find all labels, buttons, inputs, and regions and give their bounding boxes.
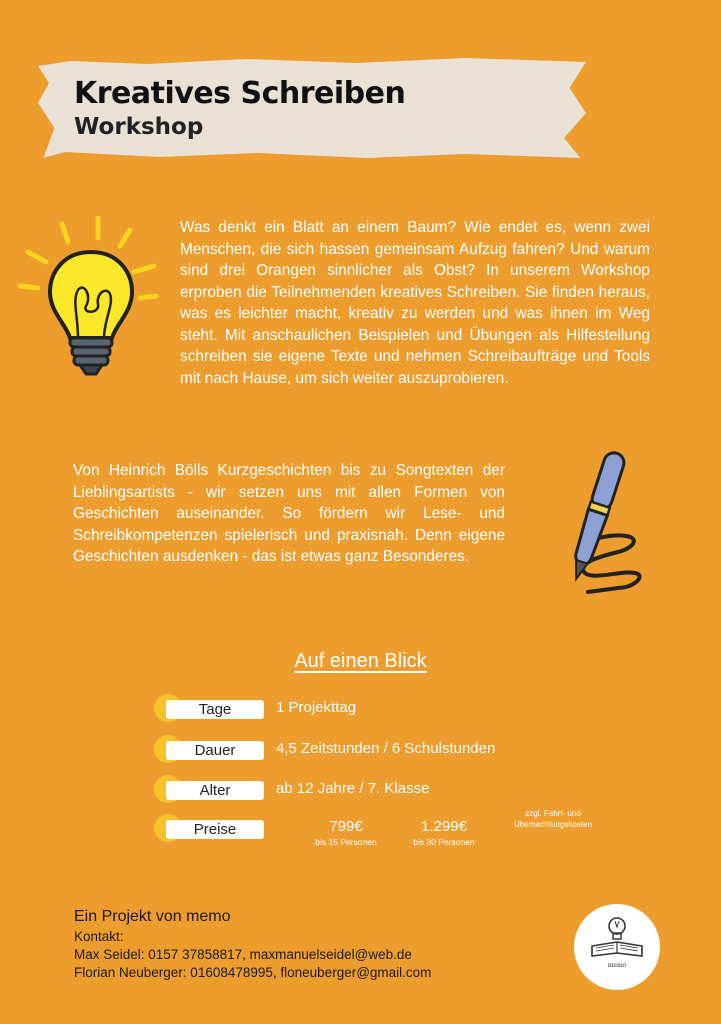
page-title: Kreatives Schreiben xyxy=(74,76,406,111)
price-note: bis 15 Personen xyxy=(315,837,377,847)
book-bulb-icon xyxy=(588,912,646,964)
price-extra-costs-note: zzgl. Fahrt- und Übernachtungskosten xyxy=(514,809,592,829)
overview-label: Preise xyxy=(166,820,264,839)
footer-headline: Ein Projekt von memo xyxy=(74,908,231,925)
price-note: bis 30 Personen xyxy=(413,837,475,847)
overview-value: 1 Projekttag xyxy=(276,699,357,716)
overview-value: ab 12 Jahre / 7. Klasse xyxy=(276,780,430,797)
overview-label: Alter xyxy=(166,781,264,800)
page-subtitle: Workshop xyxy=(74,114,204,140)
contact-florian: Florian Neuberger: 01608478995, floneuberger@gmail.com xyxy=(74,965,432,980)
overview-title: Auf einen Blick xyxy=(294,650,427,672)
footer xyxy=(74,906,431,982)
pen-icon xyxy=(548,448,668,598)
logo-text: memo xyxy=(607,962,627,969)
contact-label: Kontakt: xyxy=(74,929,124,944)
overview-value: 4,5 Zeitstunden / 6 Schulstunden xyxy=(276,740,496,757)
price-amount: 799€ xyxy=(329,818,363,835)
overview-label: Dauer xyxy=(166,741,264,760)
price-large-group xyxy=(404,818,484,848)
price-small-group xyxy=(308,818,384,848)
memo-logo xyxy=(574,904,660,990)
overview-label: Tage xyxy=(166,700,264,719)
contact-max: Max Seidel: 0157 37858817, maxmanuelseidel@web.de xyxy=(74,947,412,962)
lightbulb-icon xyxy=(16,216,166,386)
second-paragraph: Von Heinrich Bölls Kurzgeschichten bis zu Songtexten der Lieblingsartists - wir setzen uns mit allen Formen von Geschichten auseinander. So fördern wir Lese- und Schreibkompetenzen spielerisch und praxisnah. Denn eigene Geschichten ausdenken - das ist etwas ganz Besonderes. xyxy=(73,462,505,565)
intro-paragraph: Was denkt ein Blatt an einem Baum? Wie endet es, wenn zwei Menschen, die sich hassen gemeinsam Aufzug fahren? Und warum sind drei Orangen sinnlicher als Obst? In unserem Workshop erproben die Teilnehmenden kreatives Schreiben. Sie finden heraus, was es leichter macht, kreativ zu werden und was ihnen im Weg steht. Mit anschaulichen Beispielen und Übungen als Hilfestellung schreiben sie eigene Texte und nehmen Schreibaufträge und Tools mit nach Hause, um sich weiter auszuprobieren. xyxy=(180,219,650,387)
price-amount: 1.299€ xyxy=(421,818,467,835)
